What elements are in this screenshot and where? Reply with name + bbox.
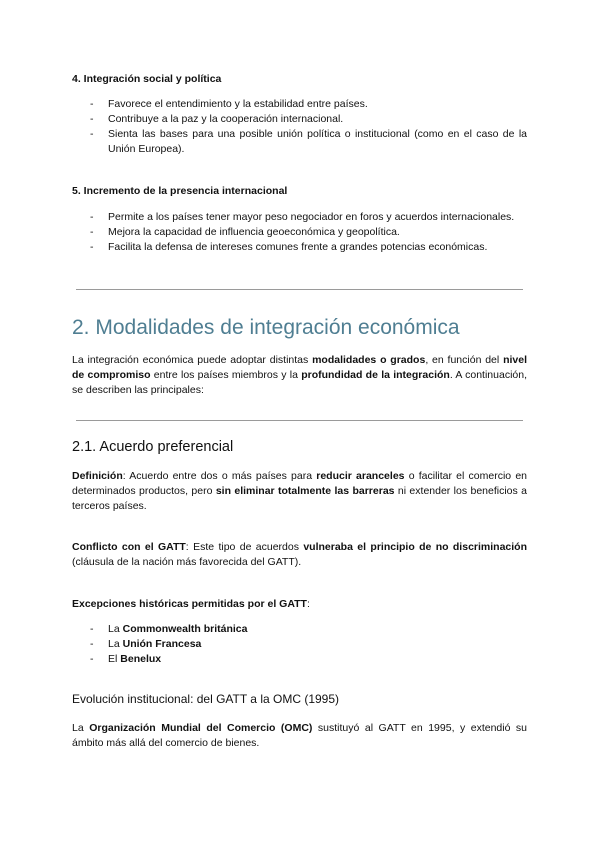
horizontal-divider bbox=[76, 420, 523, 421]
list-item: - La Unión Francesa bbox=[72, 637, 527, 652]
section-4-list bbox=[72, 97, 527, 157]
evolution-title: Evolución institucional: del GATT a la OMC (1995) bbox=[72, 692, 340, 706]
list-item: - Sienta las bases para una posible unión política o institucional (como en el caso de la Unión Europea). bbox=[72, 127, 527, 157]
list-item: - Contribuye a la paz y la cooperación internacional. bbox=[72, 112, 527, 127]
subsection-title: 2.1. Acuerdo preferencial bbox=[72, 439, 234, 455]
evolution-paragraph: La Organización Mundial del Comercio (OMC) sustituyó al GATT en 1995, y extendió su ámbito más allá del comercio de bienes. bbox=[72, 722, 528, 749]
list-item: - Favorece el entendimiento y la estabilidad entre países. bbox=[72, 97, 527, 112]
section-title: 2. Modalidades de integración económica bbox=[72, 316, 460, 339]
list-item: - La Commonwealth británica bbox=[72, 622, 527, 637]
section-5-list bbox=[72, 210, 527, 255]
section-4-heading: 4. Integración social y política bbox=[72, 73, 222, 85]
exceptions-heading: Excepciones históricas permitidas por el GATT: bbox=[72, 598, 310, 610]
list-item: - Mejora la capacidad de influencia geoeconómica y geopolítica. bbox=[72, 225, 527, 240]
exceptions-list bbox=[72, 622, 527, 667]
list-item: - El Benelux bbox=[72, 652, 527, 667]
intro-paragraph: La integración económica puede adoptar distintas modalidades o grados, en función del nivel de compromiso entre los países miembros y la profundidad de la integración. A continuación, se describen las principales: bbox=[72, 354, 527, 396]
conflict-paragraph: Conflicto con el GATT: Este tipo de acuerdos vulneraba el principio de no discriminación (cláusula de la nación más favorecida del GATT). bbox=[72, 541, 527, 568]
list-item: - Facilita la defensa de intereses comunes frente a grandes potencias económicas. bbox=[72, 240, 527, 255]
horizontal-divider bbox=[76, 289, 523, 290]
list-item: - Permite a los países tener mayor peso negociador en foros y acuerdos internacionales. bbox=[72, 210, 527, 225]
section-5-heading: 5. Incremento de la presencia internacional bbox=[72, 185, 288, 197]
definition-paragraph: Definición: Acuerdo entre dos o más países para reducir aranceles o facilitar el comercio en determinados productos, pero sin eliminar totalmente las barreras ni extender los beneficios a terceros países. bbox=[72, 470, 528, 512]
